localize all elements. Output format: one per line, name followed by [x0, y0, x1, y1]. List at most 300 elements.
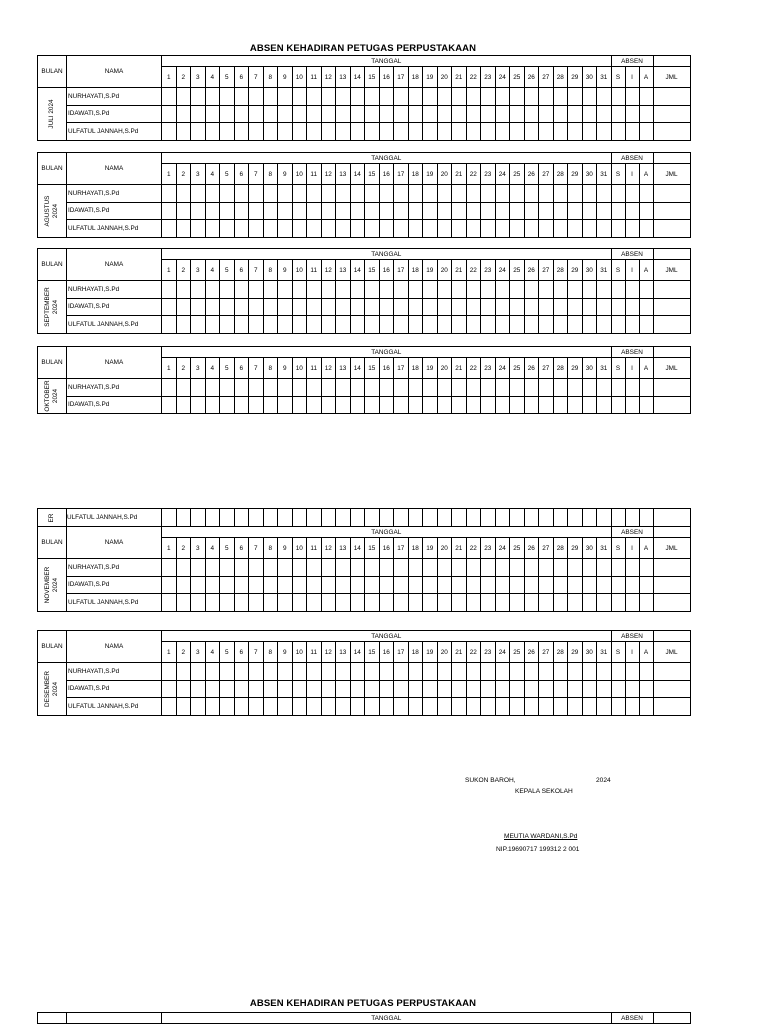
attendance-cell: [263, 123, 278, 141]
attendance-cell: [263, 396, 278, 414]
attendance-cell: [220, 396, 235, 414]
attendance-cell: [597, 298, 612, 316]
day-number: 11: [307, 164, 322, 185]
header-bulan: BULAN: [38, 347, 67, 379]
table-row: [38, 396, 691, 414]
day-number: 23: [481, 260, 496, 281]
attendance-cell: [234, 576, 249, 594]
day-number: 27: [539, 642, 554, 663]
attendance-cell: [568, 663, 583, 681]
day-number: 2: [176, 67, 191, 88]
attendance-cell: [234, 316, 249, 334]
attendance-cell: [336, 680, 351, 698]
attendance-cell: [249, 316, 264, 334]
attendance-cell: [292, 220, 307, 238]
attendance-cell: [625, 123, 639, 141]
day-number: 30: [582, 358, 597, 379]
header-nama: NAMA: [67, 527, 162, 559]
attendance-cell: [249, 281, 264, 299]
attendance-cell: [292, 680, 307, 698]
absen-code: I: [625, 358, 639, 379]
attendance-cell: [191, 680, 206, 698]
attendance-cell: [278, 202, 293, 220]
attendance-cell: [423, 220, 438, 238]
attendance-cell: [220, 594, 235, 612]
attendance-cell: [611, 396, 625, 414]
attendance-cell: [639, 220, 653, 238]
attendance-cell: [278, 185, 293, 203]
attendance-cell: [307, 663, 322, 681]
day-number: 8: [263, 260, 278, 281]
attendance-cell: [437, 185, 452, 203]
attendance-cell: [553, 105, 568, 123]
attendance-cell: [481, 576, 496, 594]
attendance-cell: [423, 105, 438, 123]
day-number: 22: [466, 358, 481, 379]
attendance-cell: [452, 680, 467, 698]
day-number: 20: [437, 642, 452, 663]
attendance-cell: [539, 220, 554, 238]
attendance-cell: [510, 298, 525, 316]
attendance-cell: [481, 202, 496, 220]
day-number: 4: [205, 164, 220, 185]
day-number: 22: [466, 642, 481, 663]
attendance-cell: [408, 680, 423, 698]
attendance-cell: [510, 202, 525, 220]
day-number: 22: [466, 538, 481, 559]
day-number: 8: [263, 164, 278, 185]
table-row: [38, 298, 691, 316]
attendance-cell: [394, 105, 409, 123]
attendance-cell: [176, 680, 191, 698]
day-number: 23: [481, 164, 496, 185]
attendance-cell: [597, 220, 612, 238]
day-number: 1: [162, 538, 177, 559]
staff-name: ULFATUL JANNAH,S.Pd: [67, 594, 162, 612]
attendance-cell: [292, 559, 307, 577]
attendance-cell: [336, 379, 351, 397]
absen-code: I: [625, 642, 639, 663]
day-number: 24: [495, 358, 510, 379]
absen-code: A: [639, 538, 653, 559]
attendance-table: [37, 630, 691, 716]
staff-name: IDAWATI,S.Pd: [67, 576, 162, 594]
header-absen: ABSEN: [611, 1013, 653, 1024]
attendance-cell: [249, 202, 264, 220]
attendance-cell: [336, 88, 351, 106]
attendance-cell: [568, 185, 583, 203]
attendance-cell: [611, 123, 625, 141]
attendance-cell: [510, 316, 525, 334]
attendance-cell: [639, 105, 653, 123]
attendance-cell: [321, 559, 336, 577]
attendance-cell: [408, 105, 423, 123]
attendance-cell: [176, 123, 191, 141]
attendance-cell: [539, 379, 554, 397]
attendance-cell: [611, 509, 625, 527]
day-number: 24: [495, 164, 510, 185]
day-number: 25: [510, 538, 525, 559]
attendance-cell: [653, 202, 690, 220]
month-label: AGUSTUS 2024: [44, 195, 59, 227]
attendance-cell: [625, 281, 639, 299]
day-number: 4: [205, 67, 220, 88]
attendance-cell: [307, 281, 322, 299]
attendance-cell: [639, 88, 653, 106]
day-number: 3: [191, 358, 206, 379]
attendance-cell: [539, 559, 554, 577]
attendance-cell: [481, 220, 496, 238]
day-number: 9: [278, 67, 293, 88]
attendance-cell: [249, 594, 264, 612]
day-number: 22: [466, 164, 481, 185]
table-row: [38, 105, 691, 123]
attendance-cell: [162, 698, 177, 716]
attendance-cell: [191, 316, 206, 334]
attendance-cell: [379, 202, 394, 220]
attendance-cell: [220, 298, 235, 316]
day-number: 18: [408, 67, 423, 88]
attendance-cell: [307, 396, 322, 414]
attendance-cell: [466, 680, 481, 698]
day-number: 23: [481, 538, 496, 559]
attendance-cell: [437, 396, 452, 414]
day-number: 28: [553, 538, 568, 559]
attendance-cell: [597, 509, 612, 527]
day-number: 16: [379, 358, 394, 379]
attendance-cell: [582, 396, 597, 414]
attendance-cell: [423, 123, 438, 141]
attendance-cell: [524, 185, 539, 203]
attendance-cell: [205, 680, 220, 698]
attendance-cell: [379, 281, 394, 299]
header-absen: ABSEN: [611, 631, 653, 642]
attendance-cell: [249, 88, 264, 106]
attendance-cell: [292, 88, 307, 106]
table-row: [38, 379, 691, 397]
attendance-cell: [653, 105, 690, 123]
attendance-cell: [205, 281, 220, 299]
attendance-cell: [539, 594, 554, 612]
staff-name: IDAWATI,S.Pd: [67, 298, 162, 316]
attendance-cell: [365, 88, 380, 106]
month-label: NOVEMBER 2024: [44, 566, 59, 604]
attendance-cell: [437, 220, 452, 238]
attendance-cell: [524, 281, 539, 299]
attendance-cell: [408, 202, 423, 220]
attendance-cell: [597, 680, 612, 698]
attendance-cell: [321, 281, 336, 299]
attendance-cell: [553, 594, 568, 612]
attendance-cell: [452, 698, 467, 716]
attendance-cell: [263, 559, 278, 577]
day-number: 30: [582, 260, 597, 281]
header-jml: JML: [653, 260, 690, 281]
day-number: 5: [220, 260, 235, 281]
day-number: 28: [553, 260, 568, 281]
attendance-cell: [597, 698, 612, 716]
attendance-cell: [234, 559, 249, 577]
month-label-cell: [38, 185, 67, 238]
attendance-cell: [597, 576, 612, 594]
day-number: 29: [568, 164, 583, 185]
attendance-cell: [205, 105, 220, 123]
day-number: 15: [365, 538, 380, 559]
attendance-cell: [176, 202, 191, 220]
attendance-cell: [321, 316, 336, 334]
attendance-cell: [524, 663, 539, 681]
attendance-cell: [437, 105, 452, 123]
attendance-cell: [639, 698, 653, 716]
absen-code: I: [625, 164, 639, 185]
attendance-cell: [639, 123, 653, 141]
attendance-cell: [423, 576, 438, 594]
month-label-cell: [38, 379, 67, 414]
attendance-cell: [466, 202, 481, 220]
attendance-cell: [350, 379, 365, 397]
day-number: 7: [249, 538, 264, 559]
attendance-cell: [466, 698, 481, 716]
attendance-cell: [350, 105, 365, 123]
day-number: 25: [510, 67, 525, 88]
attendance-cell: [263, 316, 278, 334]
attendance-cell: [653, 698, 690, 716]
attendance-cell: [350, 202, 365, 220]
attendance-cell: [191, 396, 206, 414]
attendance-cell: [278, 594, 293, 612]
attendance-cell: [408, 298, 423, 316]
attendance-cell: [234, 396, 249, 414]
attendance-cell: [394, 698, 409, 716]
day-number: 5: [220, 67, 235, 88]
day-number: 21: [452, 358, 467, 379]
attendance-cell: [336, 185, 351, 203]
attendance-cell: [625, 202, 639, 220]
attendance-cell: [365, 396, 380, 414]
attendance-cell: [582, 105, 597, 123]
attendance-cell: [510, 185, 525, 203]
day-number: 26: [524, 642, 539, 663]
day-number: 20: [437, 67, 452, 88]
attendance-cell: [568, 680, 583, 698]
attendance-cell: [524, 576, 539, 594]
day-number: 21: [452, 164, 467, 185]
attendance-cell: [365, 379, 380, 397]
attendance-cell: [205, 298, 220, 316]
attendance-cell: [350, 298, 365, 316]
attendance-cell: [597, 559, 612, 577]
attendance-cell: [379, 594, 394, 612]
attendance-cell: [350, 576, 365, 594]
absen-code: A: [639, 164, 653, 185]
attendance-cell: [568, 298, 583, 316]
attendance-cell: [452, 281, 467, 299]
attendance-cell: [611, 594, 625, 612]
attendance-cell: [639, 396, 653, 414]
attendance-cell: [553, 663, 568, 681]
day-number: 18: [408, 358, 423, 379]
attendance-cell: [176, 220, 191, 238]
attendance-cell: [639, 576, 653, 594]
page-title-2: ABSEN KEHADIRAN PETUGAS PERPUSTAKAAN: [249, 998, 477, 1009]
month-label: SEPTEMBER 2024: [44, 287, 59, 327]
header-tanggal: TANGGAL: [162, 1013, 612, 1024]
day-number: 7: [249, 642, 264, 663]
day-number: 17: [394, 358, 409, 379]
attendance-cell: [524, 509, 539, 527]
attendance-cell: [263, 220, 278, 238]
day-number: 22: [466, 260, 481, 281]
attendance-cell: [350, 680, 365, 698]
attendance-cell: [220, 509, 235, 527]
month-label-fragment: ER: [48, 513, 55, 522]
header-absen: ABSEN: [611, 56, 653, 67]
day-number: 11: [307, 538, 322, 559]
header-jml-top: [653, 153, 690, 164]
attendance-cell: [162, 123, 177, 141]
attendance-cell: [249, 396, 264, 414]
day-number: 3: [191, 642, 206, 663]
attendance-cell: [611, 298, 625, 316]
day-number: 7: [249, 164, 264, 185]
attendance-cell: [379, 396, 394, 414]
day-number: 29: [568, 260, 583, 281]
attendance-cell: [292, 698, 307, 716]
attendance-cell: [379, 680, 394, 698]
attendance-cell: [321, 698, 336, 716]
attendance-cell: [408, 698, 423, 716]
day-number: 13: [336, 67, 351, 88]
day-number: 8: [263, 67, 278, 88]
attendance-cell: [568, 379, 583, 397]
attendance-cell: [495, 509, 510, 527]
attendance-cell: [249, 576, 264, 594]
attendance-cell: [307, 202, 322, 220]
day-number: 26: [524, 260, 539, 281]
attendance-cell: [321, 663, 336, 681]
attendance-cell: [423, 680, 438, 698]
day-number: 8: [263, 642, 278, 663]
attendance-cell: [553, 576, 568, 594]
attendance-cell: [162, 680, 177, 698]
attendance-cell: [205, 509, 220, 527]
day-number: 27: [539, 260, 554, 281]
attendance-cell: [220, 185, 235, 203]
attendance-cell: [452, 298, 467, 316]
attendance-cell: [263, 594, 278, 612]
attendance-cell: [176, 396, 191, 414]
day-number: 3: [191, 260, 206, 281]
header-jml: JML: [653, 642, 690, 663]
header-jml: JML: [653, 358, 690, 379]
absen-code: I: [625, 67, 639, 88]
attendance-cell: [191, 698, 206, 716]
attendance-cell: [379, 123, 394, 141]
attendance-cell: [365, 202, 380, 220]
attendance-cell: [653, 559, 690, 577]
attendance-cell: [394, 281, 409, 299]
attendance-cell: [553, 88, 568, 106]
attendance-cell: [408, 316, 423, 334]
attendance-table: [37, 346, 691, 414]
attendance-cell: [423, 509, 438, 527]
attendance-cell: [292, 379, 307, 397]
attendance-cell: [452, 202, 467, 220]
day-number: 12: [321, 642, 336, 663]
attendance-cell: [220, 663, 235, 681]
day-number: 6: [234, 642, 249, 663]
attendance-cell: [191, 185, 206, 203]
attendance-cell: [278, 123, 293, 141]
attendance-cell: [336, 105, 351, 123]
header-nama: [67, 1013, 162, 1024]
attendance-cell: [653, 663, 690, 681]
day-number: 5: [220, 642, 235, 663]
attendance-cell: [408, 379, 423, 397]
attendance-cell: [292, 281, 307, 299]
attendance-cell: [249, 559, 264, 577]
attendance-cell: [568, 698, 583, 716]
attendance-cell: [653, 281, 690, 299]
absen-code: S: [611, 164, 625, 185]
attendance-cell: [307, 680, 322, 698]
day-number: 2: [176, 642, 191, 663]
attendance-cell: [394, 559, 409, 577]
attendance-cell: [582, 220, 597, 238]
header-bulan: BULAN: [38, 527, 67, 559]
attendance-cell: [423, 281, 438, 299]
attendance-table: [37, 152, 691, 238]
absen-code: A: [639, 358, 653, 379]
attendance-cell: [220, 698, 235, 716]
attendance-cell: [379, 663, 394, 681]
attendance-cell: [553, 680, 568, 698]
attendance-cell: [597, 663, 612, 681]
day-number: 27: [539, 358, 554, 379]
attendance-cell: [495, 698, 510, 716]
attendance-cell: [379, 105, 394, 123]
day-number: 11: [307, 358, 322, 379]
attendance-cell: [625, 396, 639, 414]
month-label-fragment-cell: [38, 509, 67, 527]
header-nama: NAMA: [67, 631, 162, 663]
attendance-cell: [379, 220, 394, 238]
attendance-cell: [365, 559, 380, 577]
day-number: 14: [350, 67, 365, 88]
attendance-cell: [539, 281, 554, 299]
attendance-cell: [568, 316, 583, 334]
attendance-cell: [466, 281, 481, 299]
attendance-cell: [191, 509, 206, 527]
page-title-1: ABSEN KEHADIRAN PETUGAS PERPUSTAKAAN: [249, 43, 477, 54]
attendance-cell: [423, 316, 438, 334]
day-number: 1: [162, 642, 177, 663]
attendance-cell: [292, 185, 307, 203]
attendance-cell: [582, 698, 597, 716]
day-number: 4: [205, 538, 220, 559]
attendance-cell: [495, 559, 510, 577]
attendance-cell: [611, 316, 625, 334]
day-number: 12: [321, 67, 336, 88]
day-number: 11: [307, 642, 322, 663]
attendance-cell: [379, 298, 394, 316]
attendance-table-next-page: [37, 1012, 691, 1024]
attendance-cell: [234, 88, 249, 106]
attendance-cell: [481, 123, 496, 141]
attendance-cell: [452, 105, 467, 123]
attendance-cell: [379, 576, 394, 594]
attendance-cell: [321, 509, 336, 527]
